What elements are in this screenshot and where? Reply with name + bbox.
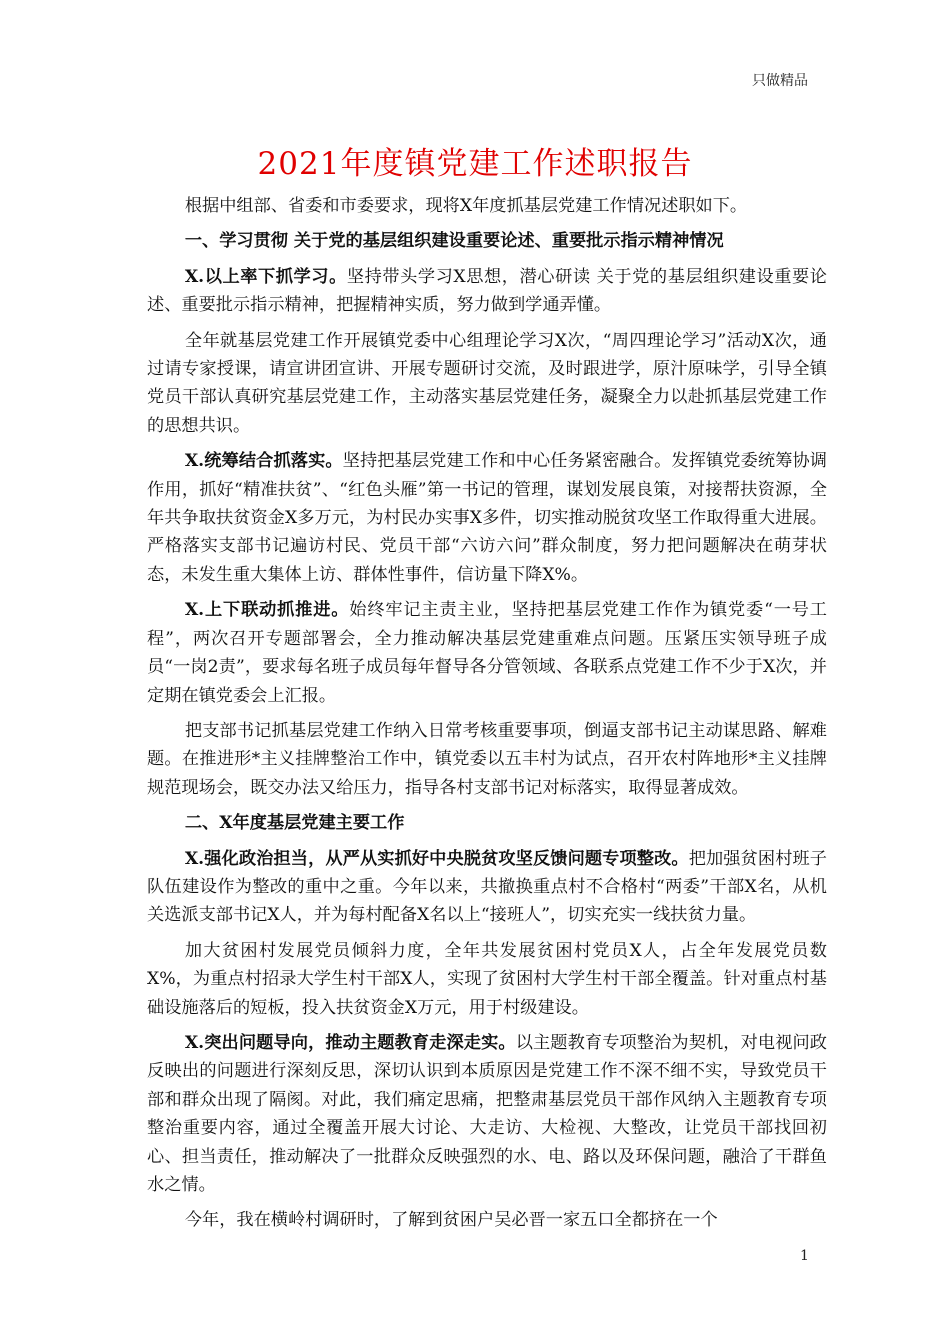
paragraph-text: 坚持把基层党建工作和中心任务紧密融合。发挥镇党委统筹协调作用，抓好“精准扶贫”、“红色头雁”第一书记的管理，谋划发展良策，对接帮扶资源，全年共争取扶贫资金X多万元，为村民办实事X多件，切实推动脱贫攻坚工作取得重大进展。严格落实支部书记遍访村民、党员干部“六访六问”群众制度，努力把问题解决在萌芽状态，未发生重大集体上访、群体性事件，信访量下降X%。 [147, 451, 827, 585]
page-header-tagline: 只做精品 [752, 73, 808, 89]
body-paragraph [147, 327, 827, 441]
paragraph-lead-heading: X.以上率下抓学习。 [184, 266, 347, 287]
document-title: 2021年度镇党建工作述职报告 [257, 146, 693, 182]
paragraph-text: 今年，我在横岭村调研时，了解到贫困户吴必晋一家五口全都挤在一个 [184, 1210, 718, 1231]
body-paragraph [147, 717, 827, 802]
paragraph-text: 把支部书记抓基层党建工作纳入日常考核重要事项，倒逼支部书记主动谋思路、解难题。在推进形*主义挂牌整治工作中，镇党委以五丰村为试点，召开农村阵地形*主义挂牌规范现场会，既交办法又给压力，指导各村支部书记对标落实，取得显著成效。 [147, 720, 827, 798]
paragraph-lead-heading: X.上下联动抓推进。 [184, 600, 350, 621]
paragraph-text: 始终牢记主责主业，坚持把基层党建工作作为镇党委“一号工程”，两次召开专题部署会，全力推动解决基层党建重难点问题。压紧压实领导班子成员“一岗2责”，要求每名班子成员每年督导各分管领域、各联系点党建工作不少于X次，并定期在镇党委会上汇报。 [147, 600, 827, 706]
paragraph-lead-heading: X.突出问题导向，推动主题教育走深走实。 [184, 1032, 516, 1053]
paragraph-lead-heading: X.强化政治担当，从严从实抓好中央脱贫攻坚反馈问题专项整改。 [184, 848, 689, 869]
body-paragraph [147, 192, 827, 220]
body-paragraph [147, 447, 827, 589]
section-heading: 二、X年度基层党建主要工作 [184, 813, 405, 834]
paragraph-text: 坚持带头学习X思想，潜心研读 关于党的基层组织建设重要论述、重要批示指示精神，把握精神实质，努力做到学通弄懂。 [147, 266, 827, 316]
section-heading: 一、学习贯彻 关于党的基层组织建设重要论述、重要批示指示精神情况 [184, 231, 724, 252]
document-body [147, 192, 827, 1242]
body-paragraph [147, 1206, 827, 1234]
body-paragraph [147, 937, 827, 1022]
body-paragraph [147, 845, 827, 930]
paragraph-text: 加大贫困村发展党员倾斜力度，全年共发展贫困村党员X人，占全年发展党员数X%，为重点村招录大学生村干部X人，实现了贫困村大学生村干部全覆盖。针对重点村基础设施落后的短板，投入扶贫资金X万元，用于村级建设。 [147, 940, 827, 1018]
paragraph-lead-heading: X.统筹结合抓落实。 [184, 451, 343, 472]
paragraph-text: 以主题教育专项整治为契机，对电视问政反映出的问题进行深刻反思，深切认识到本质原因是党建工作不深不细不实，导致党员干部和群众出现了隔阂。对此，我们痛定思痛，把整肃基层党员干部作风纳入主题教育专项整治重要内容，通过全覆盖开展大讨论、大走访、大检视、大整改，让党员干部找回初心、担当责任，推动解决了一批群众反映强烈的水、电、路以及环保问题，融洽了干群鱼水之情。 [147, 1032, 827, 1195]
paragraph-text: 全年就基层党建工作开展镇党委中心组理论学习X次，“周四理论学习”活动X次，通过请专家授课，请宣讲团宣讲、开展专题研讨交流，及时跟进学，原汁原味学，引导全镇党员干部认真研究基层党建工作，主动落实基层党建任务，凝聚全力以赴抓基层党建工作的思想共识。 [147, 330, 827, 436]
body-paragraph [147, 596, 827, 710]
paragraph-text: 根据中组部、省委和市委要求，现将X年度抓基层党建工作情况述职如下。 [184, 196, 748, 216]
body-paragraph [147, 1029, 827, 1199]
paragraph-text: 把加强贫困村班子队伍建设作为整改的重中之重。今年以来，共撤换重点村不合格村“两委”干部X名，从机关选派支部书记X人，并为每村配备X名以上“接班人”，切实充实一线扶贫力量。 [147, 848, 827, 926]
body-paragraph [147, 263, 827, 320]
page-number: 1 [800, 1248, 809, 1264]
